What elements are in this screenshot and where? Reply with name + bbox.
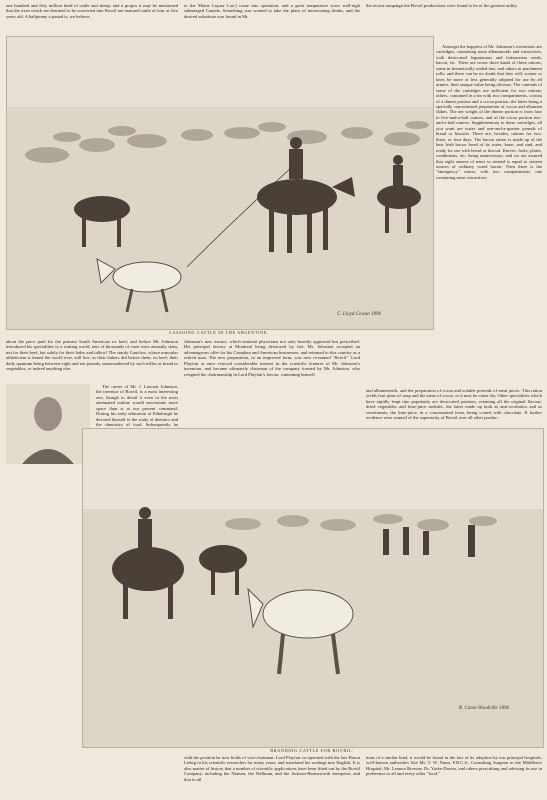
portrait-area (6, 384, 90, 464)
paragraph: The career of Mr. J. Lawson Johnston, the inventor of Bovril, is a most interesting one, though to detail it even in the most attenuated outline would necessitate more space than is at our present command. During his early education at Edinburgh he devoted himself to the study of dietetics and the chemistry of food. Subsequently he (96, 384, 178, 428)
paragraph: and albumenoids, and the preparation of cocoa and soluble proteids of meat juices. This ration yields four pints of soup and the same of cocoa, or it may be eaten dry. Other specialities which have rapidly leapt into popularity are desiccated potatoes, retaining all the original flavour; dried vegetables and lime-juice nodules, the latter made up both as anti-scorbutics and as sweetmeats, the lime-juice, in a concentrated form, being coated with chocolate. If further evidence were wanted of the superiority of Bovril over all other produc- (366, 388, 542, 421)
paragraph: the recent campaign the Bovril productions were found to be of the greatest utility. (366, 3, 518, 8)
paragraph: to the Maine Liquor Law] come into operation, and a great temperance wave well-nigh submerged Canada. Something was wanted to take the place of intoxicating drinks, and the desired substitute was found in Mr. (184, 3, 360, 19)
bottom-column-2 (184, 755, 360, 800)
top-column-2 (184, 3, 360, 31)
bottom-column-3 (366, 755, 542, 800)
figure-caption: LASSOING CATTLE IN THE ARGENTINE. (169, 330, 269, 335)
paragraph: Amongst the happiest of Mr. Johnston's inventions are cartridges, containing meat albuminoids and extractives, with desiccated leguminous and farinaceous seeds, bacon, etc. There are twoor three kinds of these rations, some in hermetically sealed tins, and others in parchment rolls; and there can be no doubt that they will, sooner or later, be more or less generally adopted for use by all armies, their unique value being obvious. The contents of some of the cartridges are sufficient for two rations; others, contained in a tin with two compartments, consist of a dinner portion and a cocoa portion, the latter being a specially concentrated preparation of cocoa and albumen flakes. The net weight of the dinner portion is from four to five-and-a-half ounces, and of the cocoa portion two-and-a-half ounces. Supplementary to these cartridges, all you want are water and one-and-a-quarter pounds of bread or biscuits. There are, besides, rations for two, three, or four days. The bacon ration is made up of the best Irish bacon freed of its water, bone, and rind, and ready for use with bread or biscuit. Knives, forks, plates, condiments, etc, being unnecessary; and we are assured that eight ounces of meat so treated is equal to sixteen ounces of ordinary cured bacon. Then there is the "emergency" ration, with two compartments, one containing meat extractives (436, 44, 542, 180)
middle-column-1 (6, 339, 178, 372)
artist-signature: C. Lloyd Cowan 1896 (337, 312, 381, 317)
paragraph: Johnston's new extract, which eminent physicians not only heartily approved but prescribed. His principal factory at Montreal being destroyed by fire, Mr. Johnston accepted an advantageous offer for his Canadian and American businesses, and returned to this country as a retired man. The new preparation, in an improved form, was now re-named "Bovril." Lord Playfair at once evinced considerable interest in the scientific features of Mr. Johnston's invention, and became ultimately chairman of the company formed by Mr. Johnston, who resigned the chairmanship in Lord Playfair's favour, contenting himself (184, 339, 360, 377)
top-column-1 (6, 3, 178, 31)
middle-column-3 (366, 388, 542, 424)
figure-caption: BRANDING CATTLE FOR BOVRIL. (270, 748, 354, 753)
paragraph: one hundred and fifty million head of cattle and sheep; and à propos it may be mentioned that the oxen which are destined to be converted into Bovril are matured cattle of four or five years old. A halfpenny a pound is, we believe, (6, 3, 178, 19)
artist-signature: R. Caton Woodville 1896 (458, 706, 509, 711)
top-column-3-wrap (436, 44, 542, 388)
paragraph: tions of a similar kind, it would be found in the fact of its adoption by our principal hospitals; well-known authorities like Mr. T. W. Nunn, F.R.C.S., Consulting Surgeon to the Middlesex Hospital; Mr. Lennox Browne, Dr. Yorke-Davies, and others prescribing and advising its use in preference to all and every other "food." (366, 755, 542, 777)
illustration-lassoing-cattle (6, 36, 434, 330)
paragraph: about the price paid for the primest South American ox beef; and before Mr. Johnston introduced his specialities to a waiting world, tens of thousands of oxen were annually slain, not for their beef, but solely for their hides and tallow! The sturdy Gauchos, whose muscular athleticism is famed the world over, still live, as their fathers did before them, on beef; their daily quantum being between eight and ten pounds, unencumbered by such trifles as bread or vegetables, or indeed anything else. (6, 339, 178, 372)
paragraph: with the position he now holds of vice-chairman. Lord Playfair co-operated with the late Baron Liebig in his scientific researches for many years, and translated his writings into English. It is also matter of history that a number of scientific applications have been fitted out by the Bovril Company, including the Nansen, the Wellman, and the Jackson-Harmsworth enterprise; and that in all (184, 755, 360, 782)
middle-column-2 (184, 339, 360, 423)
illustration-branding-cattle (82, 428, 544, 748)
